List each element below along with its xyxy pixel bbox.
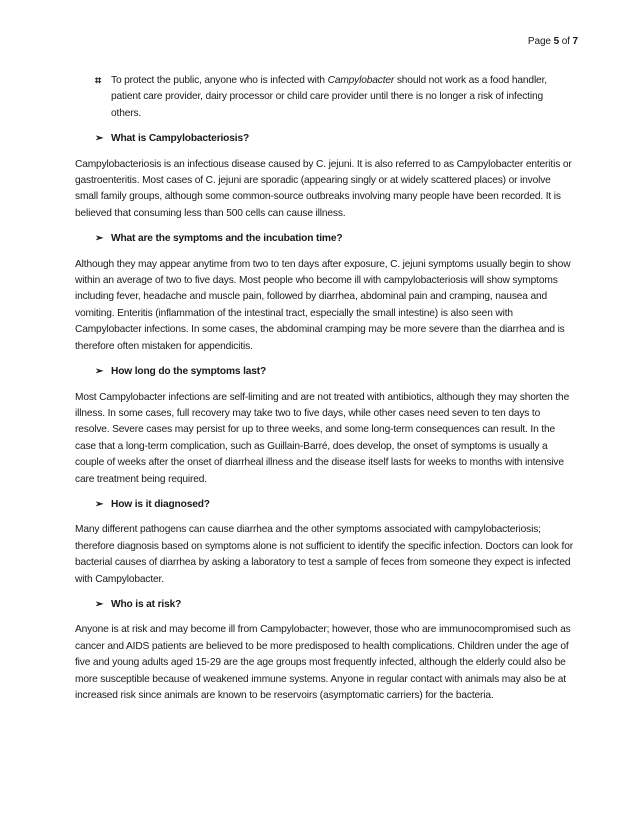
page-number <box>528 36 578 47</box>
intro-bullet <box>75 73 575 122</box>
section-heading-text: How is it diagnosed? <box>111 498 210 510</box>
arrow-bullet-icon: ➢ <box>95 598 104 610</box>
page-number-current: 5 <box>553 36 560 47</box>
section-paragraph: Many different pathogens can cause diarrhea and the other symptoms associated with campylobacteriosis; therefore diagnosis based on symptoms alone is not sufficient to identify the specific infection. Doctors can look for bacterial causes of diarrhea by asking a laboratory to test a sample of feces from someone they expect is infected with Campylobacter. <box>75 524 573 585</box>
section-paragraph: Although they may appear anytime from two to ten days after exposure, C. jejuni symptoms usually begin to show within an average of two to five days. Most people who become ill with campylobacteriosis will show symptoms including fever, headache and muscle pain, followed by diarrhea, abdominal pain and cramping, nausea and vomiting. Enteritis (inflammation of the intestinal tract, especially the small intestine) is also seen with Campylobacter infections. In some cases, the abdominal cramping may be more severe than the diarrhea and is therefore often mistaken for appendicitis. <box>75 258 571 352</box>
section-heading-text: Who is at risk? <box>111 598 182 610</box>
arrow-bullet-icon: ➢ <box>95 498 104 510</box>
section-heading-text: How long do the symptoms last? <box>111 366 267 378</box>
arrow-bullet-icon: ➢ <box>95 233 104 245</box>
arrow-bullet-icon: ➢ <box>95 366 104 378</box>
intro-text-before: To protect the public, anyone who is infected with <box>111 75 328 86</box>
section-paragraph: Most Campylobacter infections are self-limiting and are not treated with antibiotics, although they may shorten the illness. In some cases, full recovery may take two to five days, while other cases need seven to ten days to resolve. Severe cases may persist for up to three weeks, and some long-term consequences can result. In the case that a long-term complication, such as Guillain-Barré, does develop, the onset of symptoms is usually a couple of weeks after the onset of diarrheal illness and the disease itself lasts for weeks to months with intensive care treatment being required. <box>75 391 570 485</box>
intro-emphasis: Campylobacter <box>327 75 395 86</box>
section-heading <box>75 497 575 513</box>
section-heading <box>75 131 575 147</box>
bullet-icon: ⌗ <box>95 75 102 87</box>
section-heading-text: What is Campylobacteriosis? <box>111 133 250 145</box>
section-heading <box>75 231 575 247</box>
section-heading <box>75 597 575 613</box>
section-paragraph: Campylobacteriosis is an infectious disease caused by C. jejuni. It is also referred to as Campylobacter enteritis or gastroenteritis. Most cases of C. jejuni are sporadic (appearing singly or at widely scattered places) or involve small family groups, although some common-source outbreaks involving many people have been recorded. It is believed that consuming less than 500 cells can cause illness. <box>75 158 572 219</box>
page-number-prefix: Page <box>527 36 554 47</box>
page-number-separator: of <box>559 36 573 47</box>
section-paragraph: Anyone is at risk and may become ill from Campylobacter; however, those who are immunocompromised such as cancer and AIDS patients are believed to be more predisposed to health complications. Children under the age of five and young adults aged 15-29 are the age groups most frequently infected, although the elderly could also be more susceptible because of weakened immune systems. Anyone in regular contact with animals may also be at increased risk since animals are known to be reservoirs (asymptomatic carriers) for the bacteria. <box>75 624 571 701</box>
page-number-total: 7 <box>572 36 578 47</box>
section-heading <box>75 364 575 380</box>
section-heading-text: What are the symptoms and the incubation time? <box>111 233 343 245</box>
intro-text-after: should not work as a food handler, patient care provider, dairy processor or child care provider until there is no longer a risk of infecting others. <box>111 75 547 119</box>
document-body <box>75 73 575 704</box>
arrow-bullet-icon: ➢ <box>95 133 104 145</box>
